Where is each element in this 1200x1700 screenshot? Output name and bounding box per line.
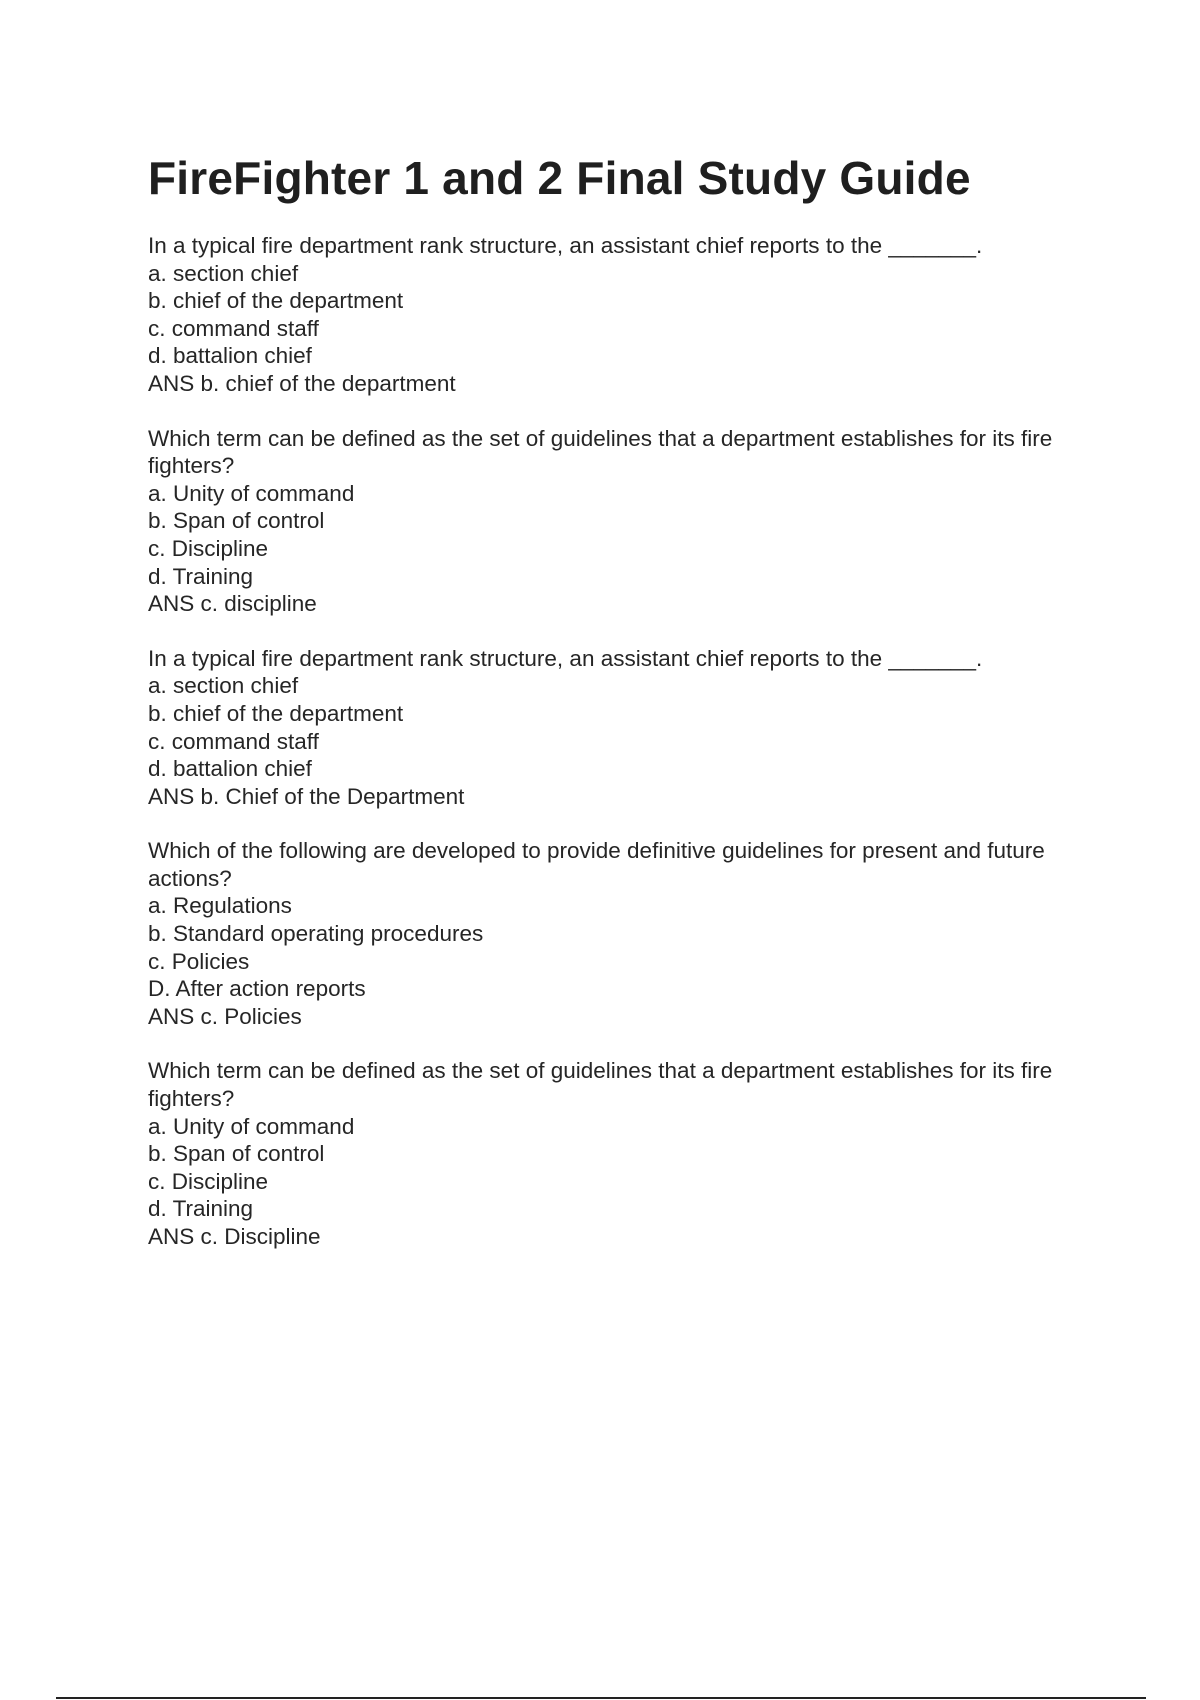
answer-option: b. chief of the department (148, 288, 404, 314)
answer-option: d. Training (148, 1196, 254, 1222)
answer-option: c. command staff (148, 728, 319, 754)
answer-option: c. Discipline (148, 535, 269, 561)
answer-option: d. battalion chief (148, 756, 312, 782)
answer-option: b. chief of the department (148, 700, 404, 726)
answer-option: b. Span of control (148, 508, 325, 534)
question-block (148, 232, 1088, 398)
question-text: Which of the following are developed to provide definitive guidelines for present and future actions? (148, 838, 1052, 891)
answer-key: ANS b. Chief of the Department (148, 783, 465, 809)
answer-option: c. command staff (148, 315, 319, 341)
answer-option: D. After action reports (148, 976, 366, 1002)
answer-option: d. Training (148, 563, 254, 589)
question-text: In a typical fire department rank structure, an assistant chief reports to the _______. (148, 233, 983, 258)
question-block (148, 837, 1088, 1030)
question-block (148, 1057, 1088, 1250)
answer-key: ANS c. Discipline (148, 1224, 321, 1249)
question-block (148, 645, 1088, 811)
answer-key: ANS b. chief of the department (148, 370, 456, 396)
question-text: Which term can be defined as the set of guidelines that a department establishes for its fire fighters? (148, 425, 1059, 479)
document-body (148, 148, 1088, 1278)
footer-divider (56, 1697, 1146, 1699)
answer-option: b. Standard operating procedures (148, 921, 484, 947)
page-title: FireFighter 1 and 2 Final Study Guide (148, 152, 971, 204)
question-text: In a typical fire department rank structure, an assistant chief reports to the _______. (148, 645, 983, 671)
answer-option: a. Unity of command (148, 1113, 355, 1139)
answer-option: c. Discipline (148, 1168, 269, 1194)
answer-option: a. section chief (148, 260, 299, 286)
answer-option: b. Span of control (148, 1141, 325, 1167)
answer-key: ANS c. Policies (148, 1003, 302, 1029)
answer-option: a. Regulations (148, 893, 292, 919)
answer-option: a. Unity of command (148, 480, 355, 506)
answer-option: d. battalion chief (148, 343, 312, 369)
answer-option: a. section chief (148, 673, 299, 699)
question-block (148, 425, 1088, 618)
question-text: Which term can be defined as the set of guidelines that a department establishes for its fire fighters? (148, 1058, 1059, 1112)
answer-option: c. Policies (148, 948, 250, 974)
answer-key: ANS c. discipline (148, 591, 317, 617)
